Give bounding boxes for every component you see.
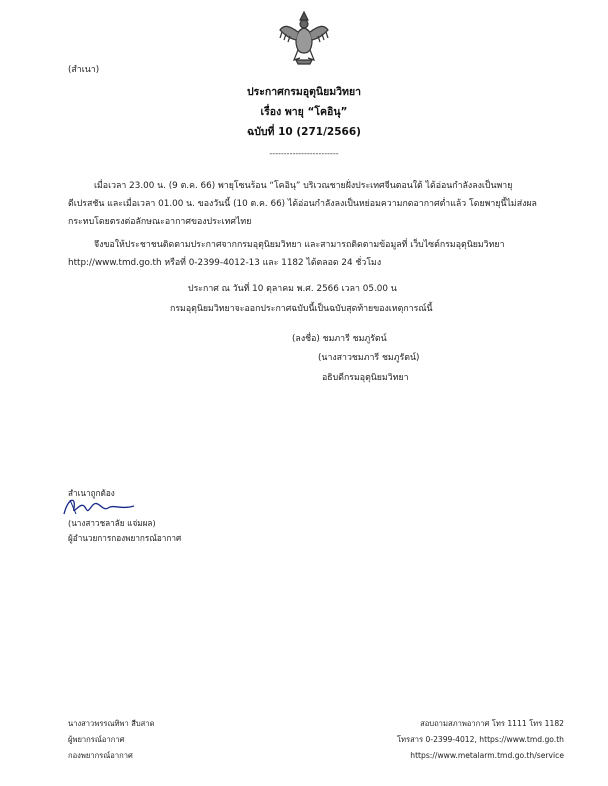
document-subject: เรื่อง พายุ “โคอินุ” [260,106,348,118]
body-para2-line2: http://www.tmd.go.th หรือที่ 0-2399-4012-13 และ 1182 ได้ตลอด 24 ชั่วโมง [68,258,382,268]
document-title: ประกาศกรมอุตุนิยมวิทยา [246,86,362,98]
footer-left-line3: กองพยากรณ์อากาศ [68,751,133,760]
body-para2-line1: จึงขอให้ประชาชนติดตามประกาศจากกรมอุตุนิยมวิทยา และสามารถติดตามข้อมูลที่ เว็บไซต์กรมอุตุนิยมวิทยา [94,240,505,250]
footer-left-line2: ผู้พยากรณ์อากาศ [68,735,125,744]
body-para1-line3: กระทบโดยตรงต่อลักษณะอากาศของประเทศไทย [68,217,252,227]
body-para1-line1: เมื่อเวลา 23.00 น. (9 ต.ค. 66) พายุโซนร้อน “โคอินุ” บริเวณชายฝั่งประเทศจีนตอนใต้ ได้อ่อนกำลังลงเป็นพายุ [94,181,513,191]
announcement-date: ประกาศ ณ วันที่ 10 ตุลาคม พ.ศ. 2566 เวลา 05.00 น [188,284,397,294]
copy-mark: (สำเนา) [68,65,100,75]
certifier-position: ผู้อำนวยการกองพยากรณ์อากาศ [68,533,182,543]
issue-number: ฉบับที่ 10 (271/2566) [247,126,361,138]
body-para1-line2: ดีเปรสชัน และเมื่อเวลา 01.00 น. ของวันนี้ (10 ต.ค. 66) ได้อ่อนกำลังลงเป็นหย่อมความกดอากาศต่ำแล้ว โดยพายุนี้ไม่ส่งผล [68,199,537,209]
certifier-name: (นางสาวชลาลัย แจ่มผล) [68,518,156,528]
signatory-position: อธิบดีกรมอุตุนิยมวิทยา [322,373,409,383]
footer-right-line3: https://www.metalarm.tmd.go.th/service [410,751,564,760]
footer-left-line1: นางสาวพรรณทิพา สืบสาด [68,719,155,728]
signatory-name: (นางสาวชมภารี ชมภูรัตน์) [318,353,420,363]
separator-line: ------------------------ [269,149,339,158]
certified-copy-label: สำเนาถูกต้อง [68,488,115,498]
footer-right-line2: โทรสาร 0-2399-4012, https://www.tmd.go.th [396,735,564,744]
footer-right-line1: สอบถามสภาพอากาศ โทร 1111 โทร 1182 [420,719,564,728]
final-announcement-note: กรมอุตุนิยมวิทยาจะออกประกาศฉบับนี้เป็นฉบับสุดท้ายของเหตุการณ์นี้ [170,304,433,314]
garuda-emblem-icon [276,8,332,66]
signed-by: (ลงชื่อ) ชมภารี ชมภูรัตน์ [292,334,387,344]
